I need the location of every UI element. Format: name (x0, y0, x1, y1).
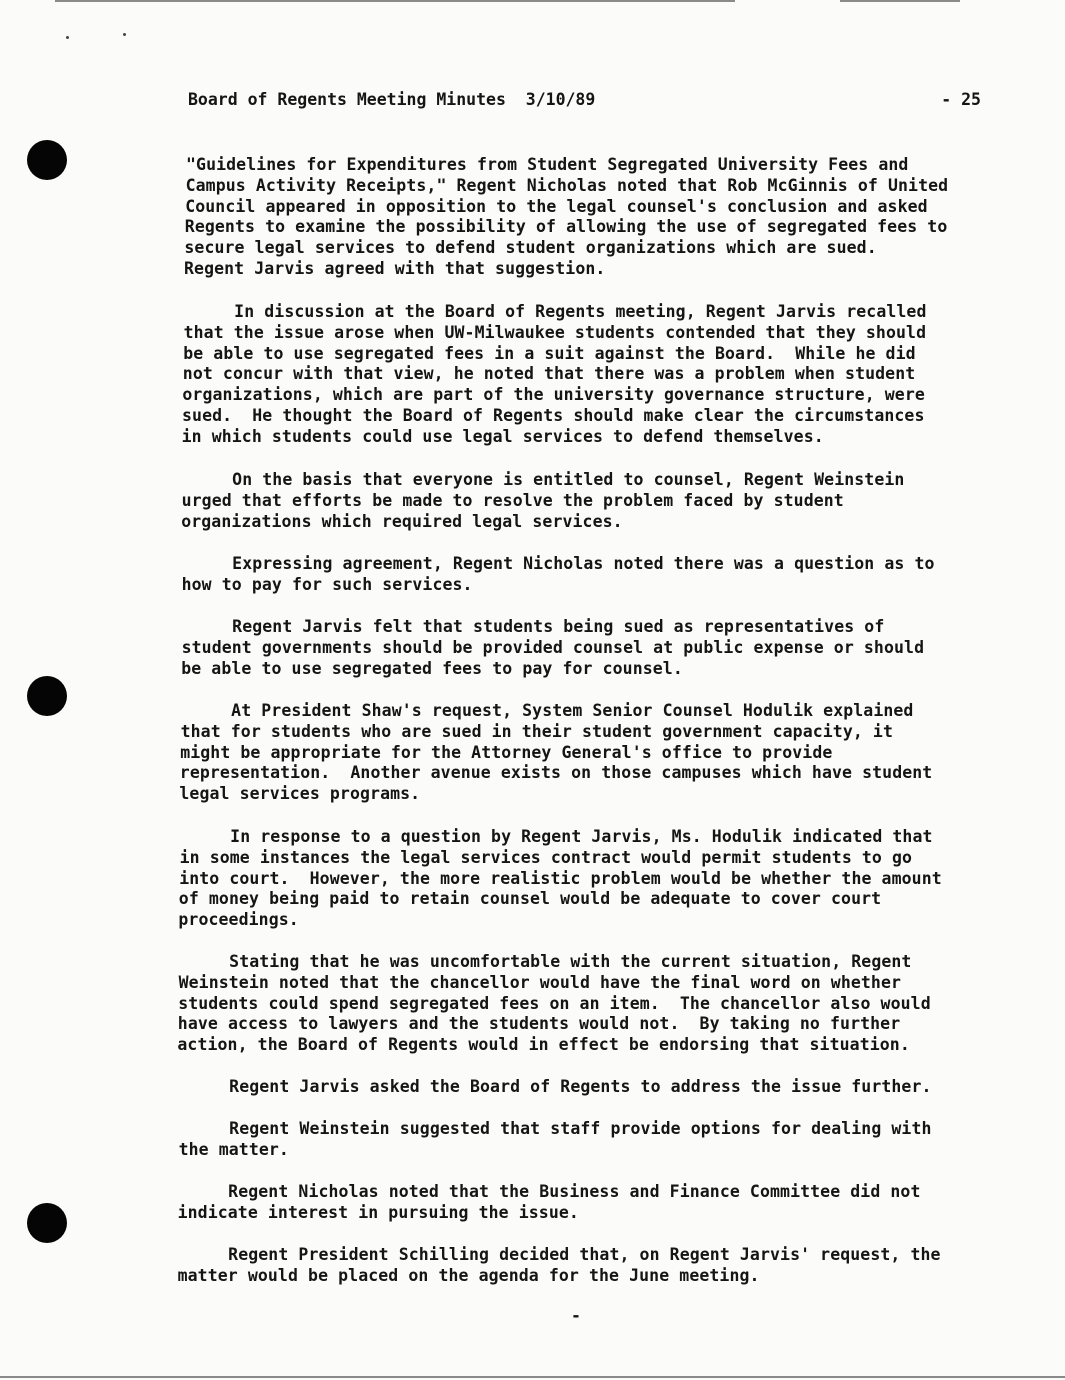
punch-hole-bottom (27, 1203, 67, 1243)
paragraph-5-line-3: be able to use segregated fees to pay for counsel. (181, 658, 683, 678)
paragraph-5-line-2: student governments should be provided counsel at public expense or should (181, 637, 925, 657)
paragraph-6-line-3: might be appropriate for the Attorney General's office to provide (180, 742, 833, 762)
scan-speck (123, 33, 126, 36)
scan-edge-top (55, 0, 735, 2)
meeting-date: 3/10/89 (525, 90, 596, 109)
paragraph-2-line-7: in which students could use legal services to defend themselves. (181, 426, 824, 446)
paragraph-8-line-5: action, the Board of Regents would in effect be endorsing that situation. (177, 1035, 910, 1055)
paragraph-2-line-3: be able to use segregated fees in a suit against the Board. While he did (183, 343, 916, 363)
paragraph-6-line-5: legal services programs. (179, 784, 421, 804)
paragraph-1-line-1: "Guidelines for Expenditures from Student Segregated University Fees and (186, 155, 909, 174)
paragraph-7-line-2: in some instances the legal services contract would permit students to go (179, 847, 913, 867)
paragraph-12-line-1: Regent President Schilling decided that, on Regent Jarvis' request, the (178, 1245, 941, 1264)
scan-edge-top-right (840, 0, 960, 2)
paragraph-4-line-2: how to pay for such services. (181, 574, 473, 594)
document-title: Board of Regents Meeting Minutes (188, 90, 506, 109)
paragraph-2-line-2: that the issue arose when UW-Milwaukee students contended that they should (183, 322, 927, 342)
paragraph-11-line-1: Regent Nicholas noted that the Business and Finance Committee did not (178, 1182, 921, 1201)
paragraph-8-line-1: Stating that he was uncomfortable with the current situation, Regent (179, 952, 912, 971)
paragraph-6-line-2: that for students who are sued in their student government capacity, it (180, 721, 893, 741)
paragraph-7-line-1: In response to a question by Regent Jarvis, Ms. Hodulik indicated that (180, 827, 933, 846)
paragraph-2-line-1: In discussion at the Board of Regents meeting, Regent Jarvis recalled (184, 302, 927, 321)
paragraph-9-line-1: Regent Jarvis asked the Board of Regents to address the issue further. (179, 1077, 932, 1096)
paragraph-8-line-3: students could spend segregated fees on an item. The chancellor also would (178, 993, 931, 1013)
paragraph-3-line-1: On the basis that everyone is entitled to counsel, Regent Weinstein (182, 470, 905, 489)
paragraph-1-line-4: Regents to examine the possibility of allowing the use of segregated fees to (184, 217, 948, 237)
paragraph-5-line-1: Regent Jarvis felt that students being sued as representatives of (182, 617, 885, 636)
paragraph-8-line-4: have access to lawyers and the students would not. By taking no further (177, 1014, 901, 1034)
scan-edge-bottom (0, 1376, 1065, 1378)
paragraph-2-line-6: sued. He thought the Board of Regents should make clear the circumstances (182, 406, 925, 425)
paragraph-12-line-2: matter would be placed on the agenda for the June meeting. (177, 1265, 760, 1285)
paragraph-7-line-3: into court. However, the more realistic problem would be whether the amount (179, 868, 942, 888)
paragraph-11-line-2: indicate interest in pursuing the issue. (177, 1202, 579, 1222)
punch-hole-middle (27, 676, 67, 716)
scan-speck (66, 36, 69, 39)
paragraph-8-line-2: Weinstein noted that the chancellor would have the final word on whether (178, 972, 902, 992)
page-number: - 25 (941, 90, 981, 109)
paragraph-1-line-5: secure legal services to defend student organizations which are sued. (184, 238, 877, 258)
paragraph-1-line-2: Campus Activity Receipts," Regent Nicholas noted that Rob McGinnis of United (185, 175, 949, 195)
paragraph-2-line-4: not concur with that view, he noted that there was a problem when student (182, 364, 916, 384)
paragraph-6-line-4: representation. Another avenue exists on those campuses which have student (179, 763, 933, 783)
paragraph-4-line-1: Expressing agreement, Regent Nicholas noted there was a question as to (182, 554, 935, 573)
paragraph-7-line-5: proceedings. (178, 910, 299, 930)
paragraph-6-line-1: At President Shaw's request, System Senior Counsel Hodulik explained (181, 701, 914, 720)
paragraph-3-line-3: organizations which required legal services. (181, 511, 623, 531)
paragraph-1-line-6: Regent Jarvis agreed with that suggestion. (184, 259, 606, 278)
paragraph-2-line-5: organizations, which are part of the university governance structure, were (182, 385, 925, 405)
paragraph-3-line-2: urged that efforts be made to resolve the problem faced by student (181, 490, 844, 510)
paragraph-10-line-2: the matter. (178, 1139, 289, 1159)
footer-mark: - (571, 1306, 581, 1325)
page-header (188, 90, 983, 109)
punch-hole-top (27, 140, 67, 180)
paragraph-1-line-3: Council appeared in opposition to the legal counsel's conclusion and asked (185, 196, 928, 216)
paragraph-10-line-1: Regent Weinstein suggested that staff provide options for dealing with (179, 1119, 932, 1138)
paragraph-7-line-4: of money being paid to retain counsel would be adequate to cover court (178, 889, 882, 909)
